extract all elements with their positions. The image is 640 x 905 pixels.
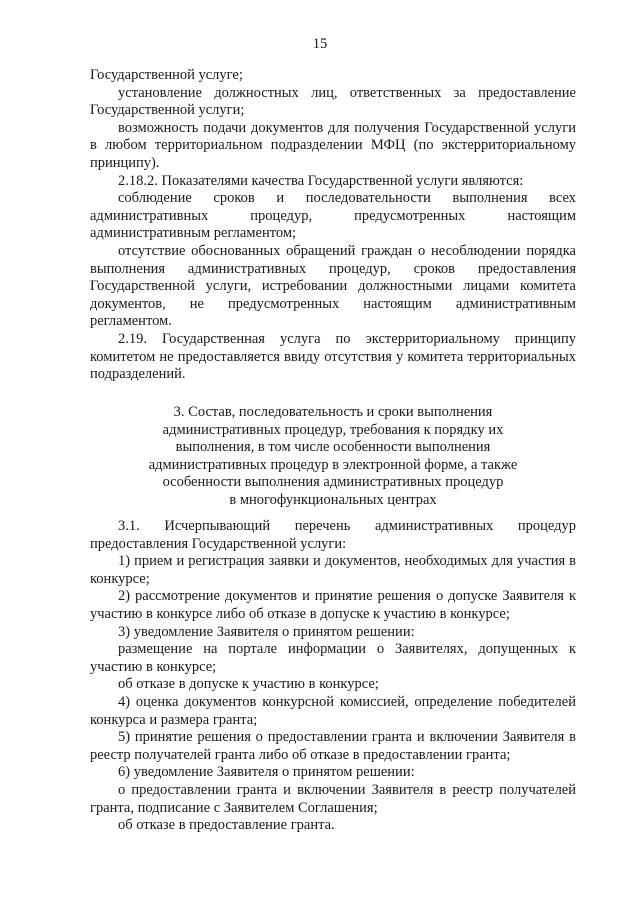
continuation-line: Государственной услуге;	[90, 67, 243, 83]
paragraph: отсутствие обоснованных обращений граждан о несоблюдении порядка выполнения административных процедур, сроков предоставления Государственной услуги, истребовании должностными лицами комитета документов, не предусмотренных настоящим административным регламентом.	[90, 242, 576, 330]
list-item: 2) рассмотрение документов и принятие решения о допуске Заявителя к участию в конкурсе либо об отказе в допуске к участию в конкурсе;	[90, 588, 576, 622]
paragraph: соблюдение сроков и последовательности выполнения всех административных процедур, предусмотренных настоящим административным регламентом;	[90, 190, 576, 242]
paragraph: 2.18.2. Показателями качества Государственной услуги являются:	[118, 172, 524, 189]
list-item: 5) принятие решения о предоставлении гранта и включении Заявителя в реестр получателей гранта либо об отказе в предоставлении гранта;	[90, 729, 576, 763]
heading-line: выполнения, в том числе особенности выполнения	[175, 439, 491, 456]
heading-line: административных процедур в электронной форме, а также	[148, 456, 518, 473]
paragraph: об отказе в предоставление гранта.	[118, 817, 335, 834]
list-item: 3) уведомление Заявителя о принятом решении:	[118, 623, 415, 640]
paragraph: размещение на портале информации о Заявителях, допущенных к участию в конкурсе;	[90, 641, 576, 675]
paragraph: о предоставлении гранта и включении Заявителя в реестр получателей гранта, подписание с Заявителем Соглашения;	[90, 781, 576, 816]
text-block-bottom	[90, 518, 576, 835]
heading-line: особенности выполнения административных процедур	[162, 474, 504, 491]
heading-line: административных процедур, требования к порядку их	[162, 421, 504, 438]
list-item: 4) оценка документов конкурсной комиссией, определение победителей конкурса и размера гранта;	[90, 693, 576, 728]
heading-line: 3. Состав, последовательность и сроки выполнения	[173, 404, 493, 420]
heading-line: в многофункциональных центрах	[229, 491, 437, 508]
list-item: 1) прием и регистрация заявки и документов, необходимых для участия в конкурсе;	[90, 553, 576, 587]
section-heading	[90, 404, 576, 510]
list-item: 6) уведомление Заявителя о принятом решении:	[118, 764, 415, 781]
paragraph: 3.1. Исчерпывающий перечень административных процедур предоставления Государственной услуги:	[90, 518, 576, 552]
text-block-top	[90, 67, 576, 384]
paragraph: возможность подачи документов для получения Государственной услуги в любом территориальном подразделении МФЦ (по экстерриториальному принципу).	[90, 119, 576, 171]
paragraph: установление должностных лиц, ответственных за предоставление Государственной услуги;	[90, 84, 576, 119]
paragraph: 2.19. Государственная услуга по экстерриториальному принципу комитетом не предоставляется ввиду отсутствия у комитета территориальных подразделений.	[90, 330, 576, 383]
paragraph: об отказе в допуске к участию в конкурсе;	[118, 676, 379, 693]
page-number: 15	[312, 36, 328, 52]
